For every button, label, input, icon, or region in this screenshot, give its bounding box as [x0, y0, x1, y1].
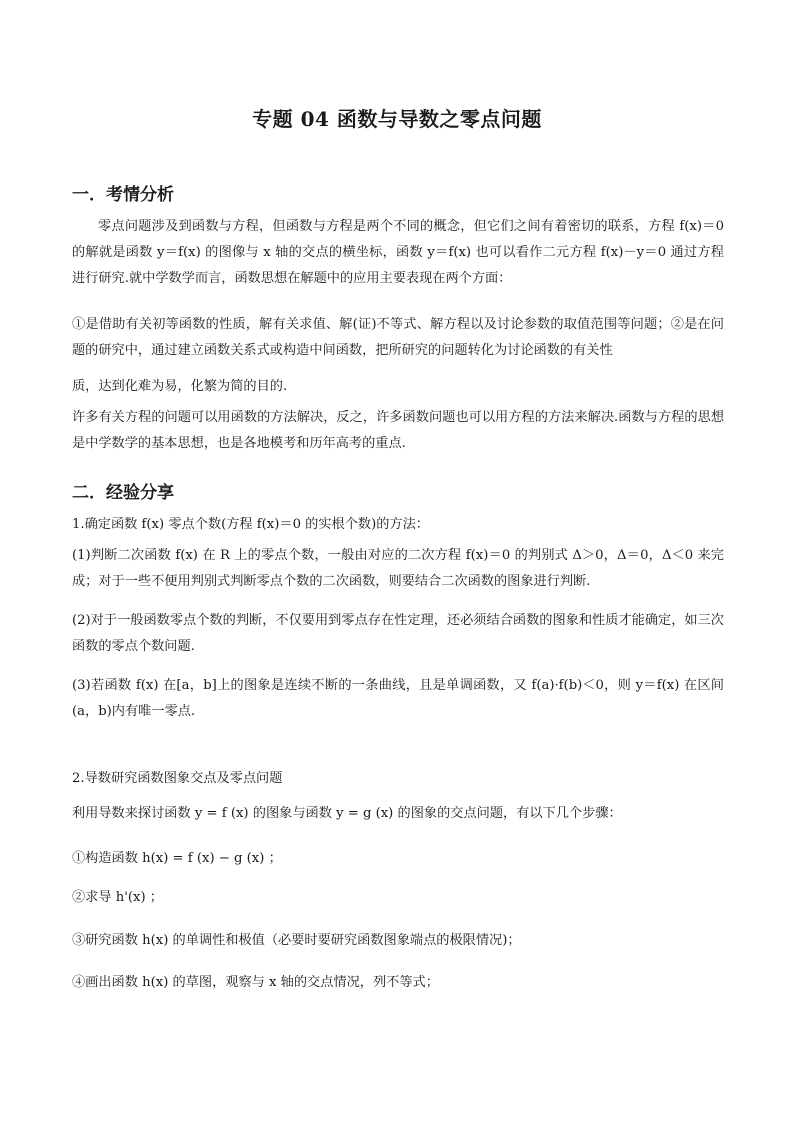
item1-title: 1.确定函数 f(x) 零点个数(方程 f(x)＝0 的实根个数)的方法：	[72, 517, 429, 532]
item2-step-3: ③研究函数 h(x) 的单调性和极值（必要时要研究函数图象端点的极限情况)；	[72, 933, 521, 948]
item2-title: 2.导数研究函数图象交点及零点问题	[72, 771, 283, 786]
item2-step-1: ①构造函数 h(x) = f (x) − g (x) ；	[72, 851, 282, 866]
item2-step-4: ④画出函数 h(x) 的草图，观察与 x 轴的交点情况，列不等式；	[72, 975, 439, 990]
item1-point-c: (3)若函数 f(x) 在[a，b]上的图象是连续不断的一条曲线，且是单调函数，又 f(a)·f(b)＜0，则 y＝f(x) 在区间(a，b)内有唯一零点.	[72, 678, 724, 719]
section-heading-experience: 二．经验分享	[72, 483, 174, 503]
paragraph-function-equation: 许多有关方程的问题可以用函数的方法解决，反之，许多函数问题也可以用方程的方法来解决.函数与方程的思想是中学数学的基本思想，也是各地模考和历年高考的重点.	[72, 410, 724, 451]
paragraph-two-aspects-end: 质，达到化难为易，化繁为简的目的.	[72, 379, 288, 394]
item2-intro: 利用导数来探讨函数 y = f (x) 的图象与函数 y = g (x) 的图象的交点问题，有以下几个步骤：	[72, 806, 622, 821]
paragraph-two-aspects: ①是借助有关初等函数的性质，解有关求值、解(证)不等式、解方程以及讨论参数的取值范围等问题；②是在问题的研究中，通过建立函数关系式或构造中间函数，把所研究的问题转化为讨论函数的有关性	[72, 317, 724, 358]
section-heading-analysis: 一．考情分析	[72, 185, 174, 205]
paragraph-intro: 零点问题涉及到函数与方程，但函数与方程是两个不同的概念，但它们之间有着密切的联系，方程 f(x)＝0 的解就是函数 y＝f(x) 的图像与 x 轴的交点的横坐标，函数 y＝f(x) 也可以看作二元方程 f(x)－y＝0 通过方程进行研究.就中学数学而言，函数思想在解题中的应用主要表现在两个方面：	[72, 219, 724, 286]
item1-point-b: (2)对于一般函数零点个数的判断，不仅要用到零点存在性定理，还必须结合函数的图象和性质才能确定，如三次函数的零点个数问题.	[72, 613, 724, 654]
page-title: 专题 04 函数与导数之零点问题	[252, 107, 542, 131]
item1-point-a: (1)判断二次函数 f(x) 在 R 上的零点个数，一般由对应的二次方程 f(x)＝0 的判别式 Δ＞0，Δ＝0，Δ＜0 来完成；对于一些不便用判别式判断零点个数的二次函数，则要结合二次函数的图象进行判断.	[72, 548, 724, 589]
item2-step-2: ②求导 h'(x) ；	[72, 890, 163, 905]
